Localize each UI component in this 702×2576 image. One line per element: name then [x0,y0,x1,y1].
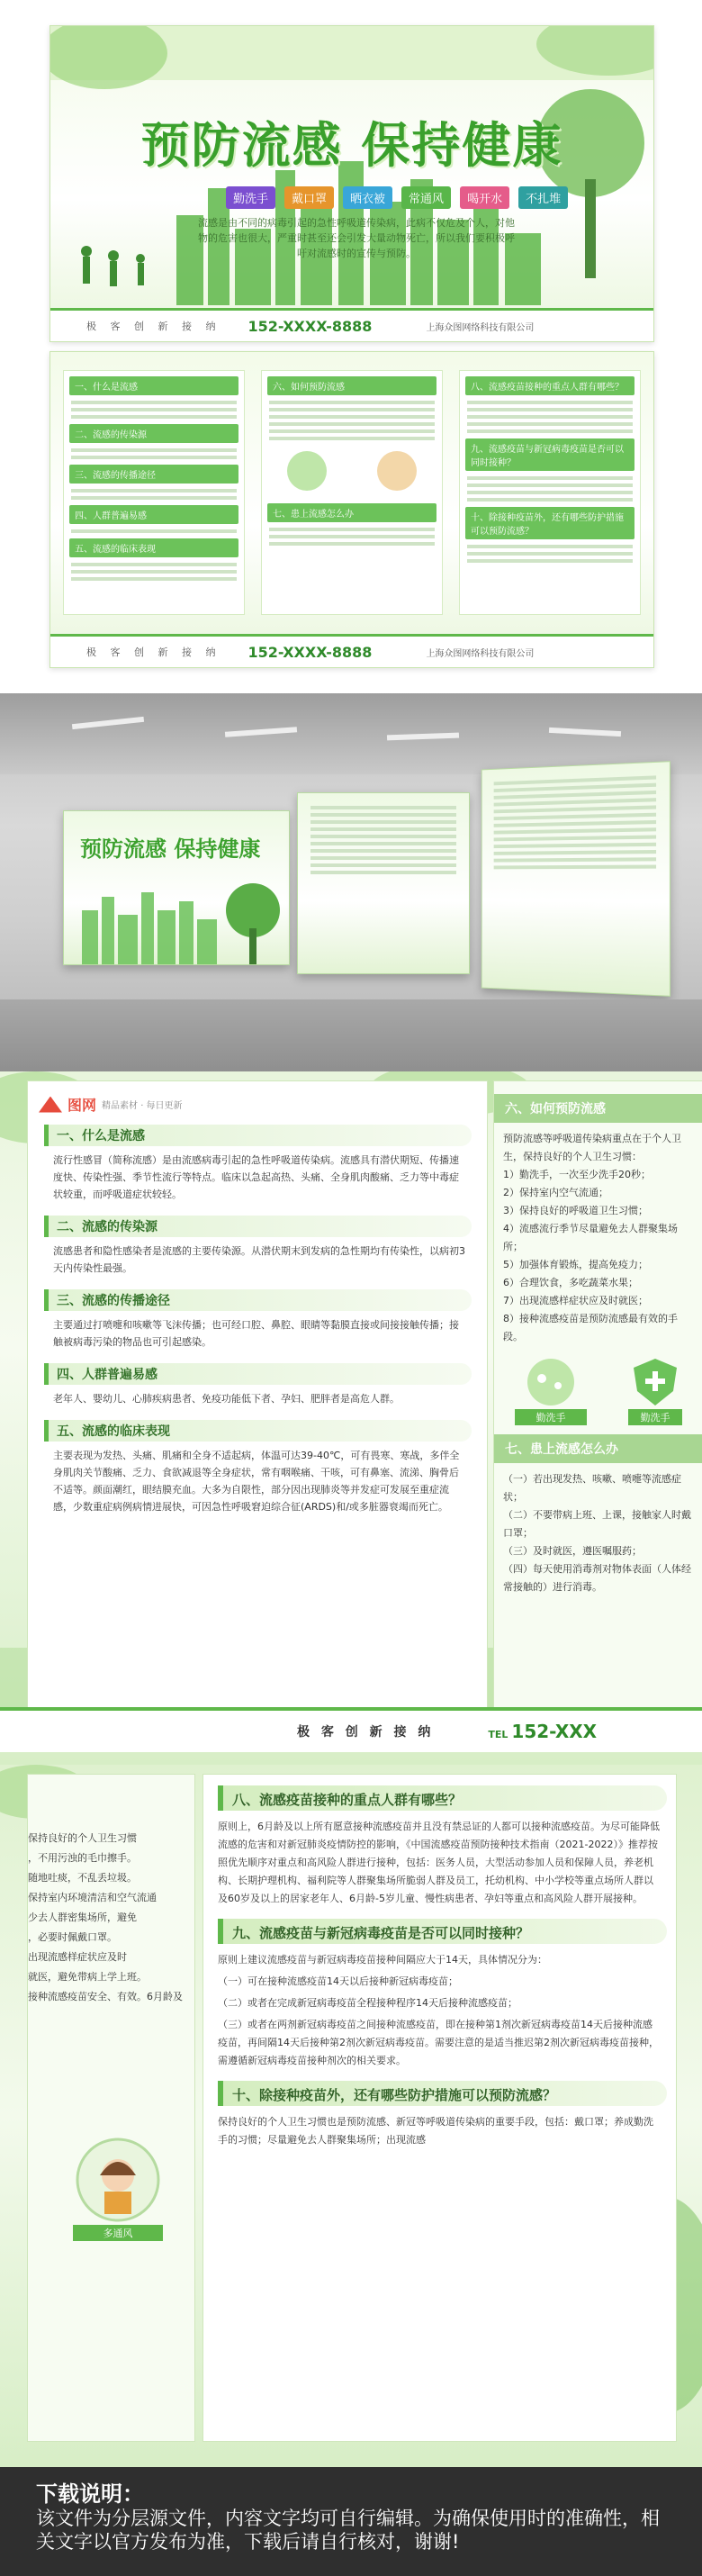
section-body: 原则上，6月龄及以上所有愿意接种流感疫苗并且没有禁忌证的人都可以接种流感疫苗。为尽可能降低流感的危害和对新冠肺炎疫情防控的影响，《中国流感疫苗预防接种技术指南（2021-2022）》推荐按照优先顺序对重点和高风险人群进行接种，包括：医务人员，大型活动参加人员和保障人员，养老机构、长期护理机构、福利院等人群聚集场所脆弱人群及员工，托幼机构、中小学校等重点场所人群以及60岁及以上的居家老年人、6月龄-5岁儿童、慢性病患者、孕妇等重点和高风险人群开展接种。 [218,1821,660,1904]
icon-label: 多通风 [73,2225,163,2241]
banner-board-cover [50,25,654,342]
logo-tagline: 精品素材 · 每日更新 [102,1101,183,1111]
content-column-2 [261,370,443,615]
runners-icon [81,246,145,286]
mini-head: 三、流感的传播途径 [69,465,238,484]
mini-head: 一、什么是流感 [69,376,238,395]
section-heading: 一、什么是流感 [44,1125,467,1146]
section-body: 预防流感等呼吸道传染病重点在于个人卫生，保持良好的个人卫生习惯： 1）勤洗手，一次至少洗手20秒； 2）保持室内空气流通； 3）保持良好的呼吸道卫生习惯； 4）流感流行季节尽量避免去人群聚集场所； 5）加强体育锻炼，提高免疫力； 6）合理饮食，多吃蔬菜水果； 7）出现流感样症状应及时就医； 8）接种流感疫苗是预防流感最有效的手段。 [503,1133,681,1342]
mini-head: 五、流感的临床表现 [69,538,238,557]
section-heading: 十、除接种疫苗外，还有哪些防护措施可以预防流感？ [218,2081,662,2106]
section-body: （一）可在接种流感疫苗14天以后接种新冠病毒疫苗； [218,1975,458,1987]
section-body: （三）或者在两剂新冠病毒疫苗之间接种流感疫苗，即在接种第1剂次新冠病毒疫苗14天后接种流感疫苗，再间隔14天后接种第2剂次新冠病毒疫苗。需要注意的是适当推迟第2剂次新冠病毒疫苗接种，需遵循新冠病毒疫苗接种剂次的相关要求。 [218,2019,659,2066]
detail-section-1 [0,1071,702,1765]
flat-preview-section [0,0,702,693]
room-panel-middle [297,792,470,974]
section-body: 老年人、婴幼儿、心肺疾病患者、免疫功能低下者、孕妇、肥胖者是高危人群。 [53,1393,400,1405]
habit-tag: 喝开水 [460,186,509,209]
hand-wash-illustration [262,444,442,498]
shield-icon [628,1355,682,1409]
section-heading: 六、如何预防流感 [494,1094,702,1123]
mini-head: 八、流感疫苗接种的重点人群有哪些？ [465,376,634,395]
footer-slogan: 极 客 创 新 接 纳 [86,321,221,332]
left-list: 保持良好的个人卫生习惯 ，不用污浊的毛巾擦手。 随地吐痰，不乱丢垃圾。 保持室内环境清洁和空气流通 少去人群密集场所，避免 ，必要时佩戴口罩。 出现流感样症状应及时 就医，避免带病上学上班。 接种流感疫苗安全、有效。6月龄及 [28,1832,183,2002]
section-body: （二）或者在完成新冠病毒疫苗全程接种程序14天后接种流感疫苗； [218,1997,518,2009]
icon-label: 勤洗手 [515,1409,587,1425]
detail1-right-card [493,1080,702,1713]
girl-illustration [73,2135,163,2241]
section-heading: 八、流感疫苗接种的重点人群有哪些？ [218,1785,662,1811]
section-heading: 三、流感的传播途径 [44,1289,467,1311]
section-body: 原则上建议流感疫苗与新冠病毒疫苗接种间隔应大于14天，具体情况分为： [218,1954,547,1966]
hand-wash-icon [515,1355,587,1409]
icon-label: 勤洗手 [628,1409,682,1425]
ceiling-lights [0,693,702,774]
section-body: 保持良好的个人卫生习惯也是预防流感、新冠等呼吸道传染病的重要手段，包括：戴口罩；养成勤洗手的习惯；尽量避免去人群聚集场所；出现流感 [218,2116,653,2146]
text-lines [310,806,456,874]
section-heading: 四、人群普遍易感 [44,1363,467,1385]
download-note-section [0,2467,702,2576]
section-heading: 七、患上流感怎么办 [494,1434,702,1463]
section-body: （一）若出现发热、咳嗽、喷嚏等流感症状； （二）不要带病上班、上课，接触家人时戴口罩； （三）及时就医，遵医嘱服药； （四）每天使用消毒剂对物体表面（人体经常接触的）进行消毒。 [503,1473,691,1593]
habit-tag: 戴口罩 [284,186,334,209]
text-lines [269,401,435,440]
habit-tag: 常通风 [401,186,451,209]
prevention-icons [494,1355,702,1425]
cover-intro: 流感是由不同的病毒引起的急性呼吸道传染病，此病不仅危及个人，对他物的危害也很大，严重时甚至还会引发大量动物死亡，所以我们要积极呼吁对流感时的宣传与预防。 [198,217,515,259]
footer-slogan: 极 客 创 新 接 纳 [86,646,221,658]
hand-wash-illustration [515,1355,587,1425]
section-heading: 五、流感的临床表现 [44,1420,467,1442]
detail1-left-card [27,1080,488,1713]
download-heading: 下载说明： [36,2481,144,2507]
window-girl-icon [73,2135,163,2225]
cover-title: 预防流感 保持健康 [140,117,563,174]
shield-illustration [628,1355,682,1425]
text-lines [71,529,237,533]
room-panel-cover [63,810,290,965]
room-panel-title: 预防流感 保持健康 [80,836,261,862]
footer-company: 上海众图网络科技有限公司 [426,648,535,659]
exhibit-room-section [0,693,702,1071]
tree-trunk [585,179,596,278]
mini-head: 四、人群普遍易感 [69,505,238,524]
text-lines [269,528,435,546]
text-lines [71,563,237,581]
text-lines [467,545,633,563]
detail-section-2 [0,1765,702,2467]
section-body: 流行性感冒（简称流感）是由流感病毒引起的急性呼吸道传染病。流感具有潜伏期短、传播速度快、传染性强、季节性流行等特点。临床以急起高热、头痛、全身肌肉酸痛、乏力等中毒症状较重，而呼吸道症状较轻。 [53,1154,459,1200]
habit-tag: 不扎堆 [518,186,568,209]
text-lines [71,448,237,459]
mini-head: 九、流感疫苗与新冠病毒疫苗是否可以同时接种？ [465,438,634,471]
text-lines [494,775,656,869]
text-lines [467,401,633,433]
room-panel-right [482,761,670,997]
footer-slogan: 极 客 创 新 接 纳 [297,1725,435,1740]
cover-decoration [50,26,653,341]
footer-company: 上海众图网络科技有限公司 [426,322,535,333]
text-lines [71,401,237,419]
download-text: 该文件为分层源文件，内容文字均可自行编辑。为确保使用时的准确性，相关文字以官方发布为准，下载后请自行核对，谢谢! [36,2508,660,2553]
mini-head: 二、流感的传染源 [69,424,238,443]
text-lines [467,476,633,502]
content-column-1 [63,370,245,615]
footer-tel: 152-XXXX-8888 [248,643,373,661]
habit-tag: 晒衣被 [343,186,392,209]
mini-head: 七、患上流感怎么办 [267,503,436,522]
logo-mark-icon [39,1097,62,1113]
logo-name: 图网 [68,1097,97,1114]
text-lines [71,489,237,500]
detail1-sections [44,1125,467,1528]
habit-tag: 勤洗手 [226,186,275,209]
habit-tags [226,186,568,209]
detail1-footer [0,1707,702,1752]
room-panel-skyline [64,874,289,964]
floor [0,999,702,1071]
cover-footer [50,308,653,341]
section-heading: 九、流感疫苗与新冠病毒疫苗是否可以同时接种？ [218,1919,662,1944]
banner-board-content [50,351,654,668]
section-heading: 二、流感的传染源 [44,1216,467,1237]
detail2-sections [203,1785,676,2149]
content-column-3 [459,370,641,615]
section-body: 主要通过打喷嚏和咳嗽等飞沫传播；也可经口腔、鼻腔、眼睛等黏膜直接或间接接触传播；接触被病毒污染的物品也可引起感染。 [53,1319,459,1348]
footer-tel: 152-XXXX-8888 [248,317,373,335]
section-body: 主要表现为发热、头痛、肌痛和全身不适起病，体温可达39-40℃，可有畏寒、寒战，多伴全身肌肉关节酸痛、乏力、食欲减退等全身症状，常有咽喉痛、干咳，可有鼻塞、流涕、胸骨后不适等。颜面潮红，眼结膜充血。大多为自限性，部分因出现肺炎等并发症可发展至重症流感，少数重症病例病情进展快，可因急性呼吸窘迫综合征(ARDS)和/或多脏器衰竭而死亡。 [53,1450,460,1513]
detail2-right-card [202,1774,677,2442]
logo [39,1094,183,1115]
content-footer [50,634,653,667]
mini-head: 六、如何预防流感 [267,376,436,395]
mini-head: 十、除接种疫苗外，还有哪些防护措施可以预防流感？ [465,507,634,539]
section-body: 流感患者和隐性感染者是流感的主要传染源。从潜伏期末到发病的急性期均有传染性，以病初3天内传染性最强。 [53,1245,465,1274]
detail2-left-card [27,1774,195,2442]
footer-tel: TEL 152-XXX [488,1721,598,1742]
